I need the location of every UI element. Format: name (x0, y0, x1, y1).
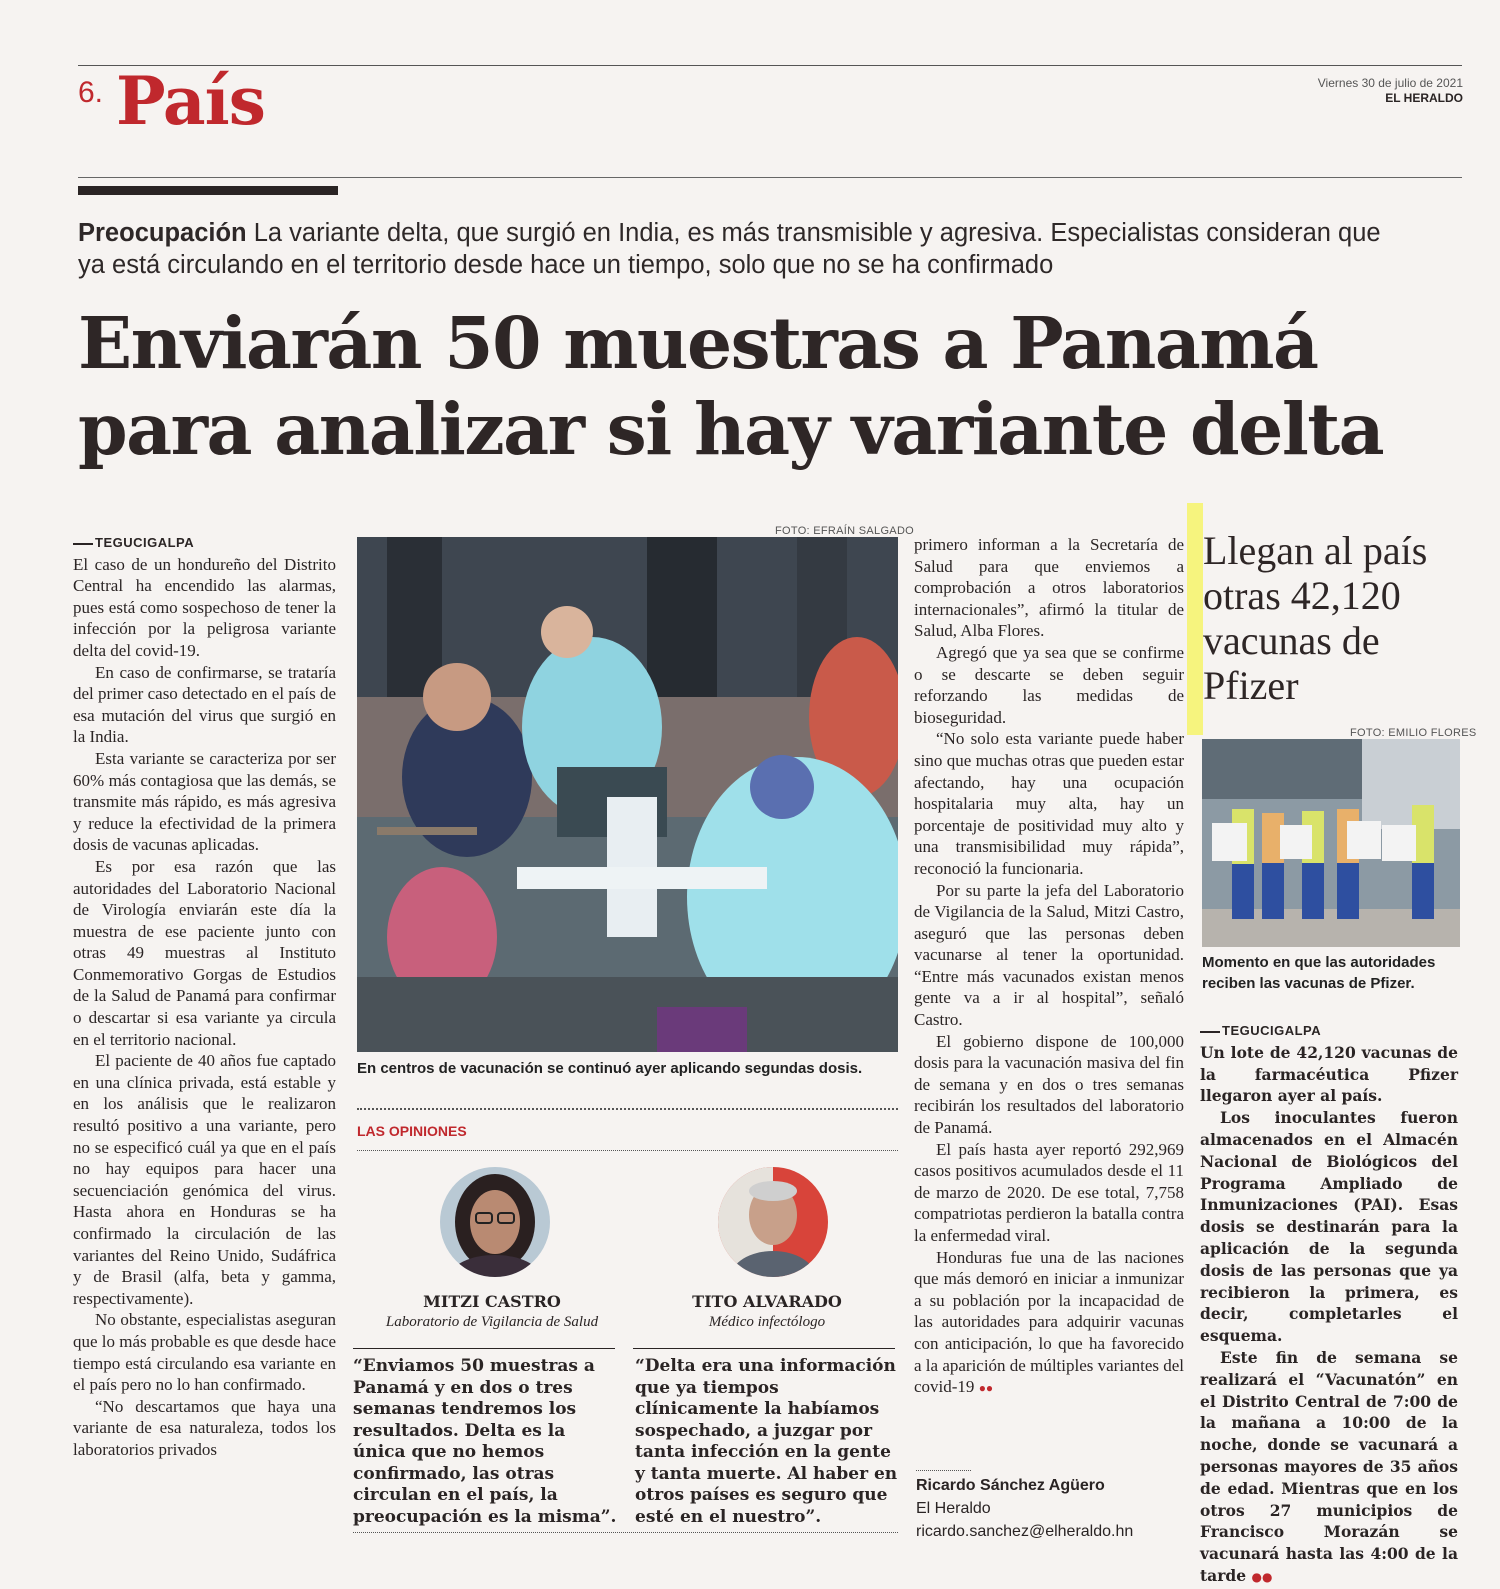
issue-date: Viernes 30 de julio de 2021 (1317, 76, 1463, 90)
lead-body: La variante delta, que surgió en India, es más transmisible y agresiva. Especialistas consideran que ya está circulando en el territorio desde hace un tiempo, solo que no se ha confirmado (78, 219, 1381, 279)
paper-name: EL HERALDO (1385, 91, 1463, 105)
article-dateline: TEGUCIGALPA (73, 532, 336, 554)
quote-rule-alvarado (633, 1348, 895, 1349)
section-title: País (116, 62, 265, 140)
sidebar-paragraph: Los inoculantes fueron almacenados en el Almacén Nacional de Biológicos del Programa Ampliado de Inmunizaciones (PAI). Esas dosis se destinarán para la aplicación de la segunda dosis de las personas que ya recibieron la primera, es decir, completarles el esquema. (1200, 1108, 1458, 1346)
sidebar-last-text: Este fin de semana se realizará el “Vacunatón” en el Distrito Central de 7:00 de la mañana a 10:00 de la noche, donde se vacunará a personas mayores de 35 años de edad. Mientras que en los otros 27 municipios de Francisco Morazán se vacunará hasta las 4:00 de la tarde (1200, 1347, 1458, 1585)
opinions-bottom-divider (353, 1532, 898, 1533)
vaccination-photo (357, 537, 898, 1052)
article-paragraph: primero informan a la Secretaría de Salud para que enviemos a comprobación a otros laboratorios internacionales”, afirmó la titular de Salud, Alba Flores. (914, 535, 1184, 641)
article-paragraph: El paciente de 40 años fue captado en una clínica privada, está estable y en los análisis que le realizaron resultó positivo a una variante, pero no se especificó cuál ya que en el país no hay equipos para hacer una secuenciación genómica del virus. Hasta ahora en Honduras se ha confirmado la circulación de las variantes del Reino Unido, Sudáfrica y de Brasil (alfa, beta y gamma, respectivamente). (73, 1051, 336, 1308)
page-number: 6. (78, 76, 104, 109)
sidebar-paragraph-last (1200, 1347, 1458, 1589)
lead-text (78, 217, 1408, 281)
highlighter-mark (1187, 503, 1203, 735)
article-last-paragraph: Honduras fue una de las naciones que más demoró en iniciar a inmunizar a su población por la incapacidad de las autoridades para adquirir vacunas con anticipación, lo que ha favorecido a la aparición de múltiples variantes del covid-19 (914, 1247, 1185, 1397)
headline-line-2: para analizar si hay variante delta (78, 387, 1384, 471)
lead-label: Preocupación (78, 219, 247, 247)
top-rule (78, 65, 1462, 66)
author-outlet: El Heraldo (916, 1500, 991, 1517)
article-paragraph: Esta variante se caracteriza por ser 60% más contagiosa que las demás, se transmite más rápido, es más agresiva y reduce la efectividad de la primera dosis de vacunas aplicadas. (73, 748, 336, 855)
sidebar-body (1200, 1020, 1458, 1589)
sidebar-paragraph: Un lote de 42,120 vacunas de la farmacéutica Pfizer llegaron ayer al país. (1200, 1042, 1458, 1106)
headline (78, 300, 1478, 472)
article-paragraph: No obstante, especialistas aseguran que lo más probable es que desde hace tiempo está circulando esa variante en el país pero no lo han confirmado. (73, 1310, 336, 1395)
opinions-top-divider (357, 1108, 898, 1110)
opinions-label-divider (357, 1150, 898, 1151)
sidebar-photo-credit: FOTO: EMILIO FLORES (1350, 727, 1477, 739)
opinion-role-castro: Laboratorio de Vigilancia de Salud (385, 1314, 599, 1330)
article-paragraph: El caso de un hondureño del Distrito Central ha encendido las alarmas, pues está como sospechoso de tener la infección por la peligrosa variante delta del covid-19. (73, 554, 336, 660)
opinions-label: LAS OPINIONES (357, 1123, 467, 1139)
opinion-name-castro: MITZI CASTRO (423, 1292, 561, 1311)
avatar-alvarado (718, 1167, 828, 1277)
quote-rule-castro (353, 1348, 615, 1349)
pfizer-photo (1202, 739, 1460, 947)
end-mark-icon: ●● (978, 1381, 994, 1396)
article-paragraph: Por su parte la jefa del Laboratorio de Vigilancia de la Salud, Mitzi Castro, aseguró que las personas deben vacunarse al tener la oportunidad. “Entre más vacunados existan menos gente va a ir al hospital”, señaló Castro. (914, 880, 1184, 1030)
author-byline (916, 1474, 1133, 1543)
opinion-role-alvarado: Médico infectólogo (708, 1314, 826, 1330)
headline-line-1: Enviarán 50 muestras a Panamá (78, 301, 1318, 385)
main-photo-caption: En centros de vacunación se continuó ayer aplicando segundas dosis. (357, 1060, 863, 1077)
author-email[interactable]: ricardo.sanchez@elheraldo.hn (916, 1523, 1134, 1540)
article-paragraph: “No descartamos que haya una variante de esa naturaleza, todos los laboratorios privados (73, 1396, 336, 1459)
article-column-1 (73, 532, 336, 1461)
article-paragraph: El gobierno dispone de 100,000 dosis para la vacunación masiva del fin de semana y en dos o tres semanas recibirán los resultados del laboratorio de Panamá. (914, 1031, 1184, 1138)
opinion-quote-castro: “Enviamos 50 muestras a Panamá y en dos o tres semanas tendremos los resultados. Delta es la única que no hemos confirmado, las otras circulan en el país, la preocupación es la misma”. (353, 1356, 617, 1527)
article-paragraph (914, 1247, 1184, 1400)
opinion-quote-alvarado: “Delta era una información que ya tiempos clínicamente la habíamos sospechado, a juzgar por tanta infección en la gente y tanta muerte. Al haber en otros países es seguro que esté en el nuestro”. (635, 1356, 898, 1527)
article-paragraph: En caso de confirmarse, se trataría del primer caso detectado en el país de esa mutación del virus que surgió en la India. (73, 662, 336, 747)
sidebar-photo-caption: Momento en que las autoridades reciben las vacunas de Pfizer. (1202, 954, 1436, 992)
header-rule (78, 177, 1462, 178)
article-paragraph: “No solo esta variante puede haber sino que muchas otras que pueden estar afectando, hay una ocupación hospitalaria muy alta, hay un porcentaje de positividad muy alto y una transmisibilidad muy rápida”, reconoció la funcionaria. (914, 729, 1184, 878)
opinion-name-alvarado: TITO ALVARADO (692, 1292, 842, 1311)
author-name: Ricardo Sánchez Agüero (916, 1477, 1105, 1494)
author-divider (916, 1470, 971, 1471)
sidebar-end-mark-icon: ●● (1251, 1569, 1273, 1584)
lead-bar (78, 186, 338, 195)
main-photo-credit: FOTO: EFRAÍN SALGADO (775, 525, 915, 537)
sidebar-headline: Llegan al país otras 42,120 vacunas de Pfizer (1203, 528, 1428, 708)
avatar-castro (440, 1167, 550, 1277)
article-paragraph: El país hasta ayer reportó 292,969 casos positivos acumulados desde el 11 de marzo de 2020. De ese total, 7,758 compatriotas perdieron la batalla contra la enfermedad viral. (914, 1139, 1184, 1245)
sidebar-dateline: TEGUCIGALPA (1200, 1020, 1458, 1042)
article-paragraph: Agregó que ya sea que se confirme o se descarte se deben seguir reforzando las medidas de bioseguridad. (914, 642, 1184, 727)
article-paragraph: Es por esa razón que las autoridades del Laboratorio Nacional de Virología enviarán este día la muestra de ese paciente junto con otras 49 muestras al Instituto Conmemorativo Gorgas de Estudios de la Salud de Panamá para confirmar o descartar si esa variante ya circula en el territorio nacional. (73, 856, 336, 1049)
article-column-3 (914, 534, 1184, 1400)
